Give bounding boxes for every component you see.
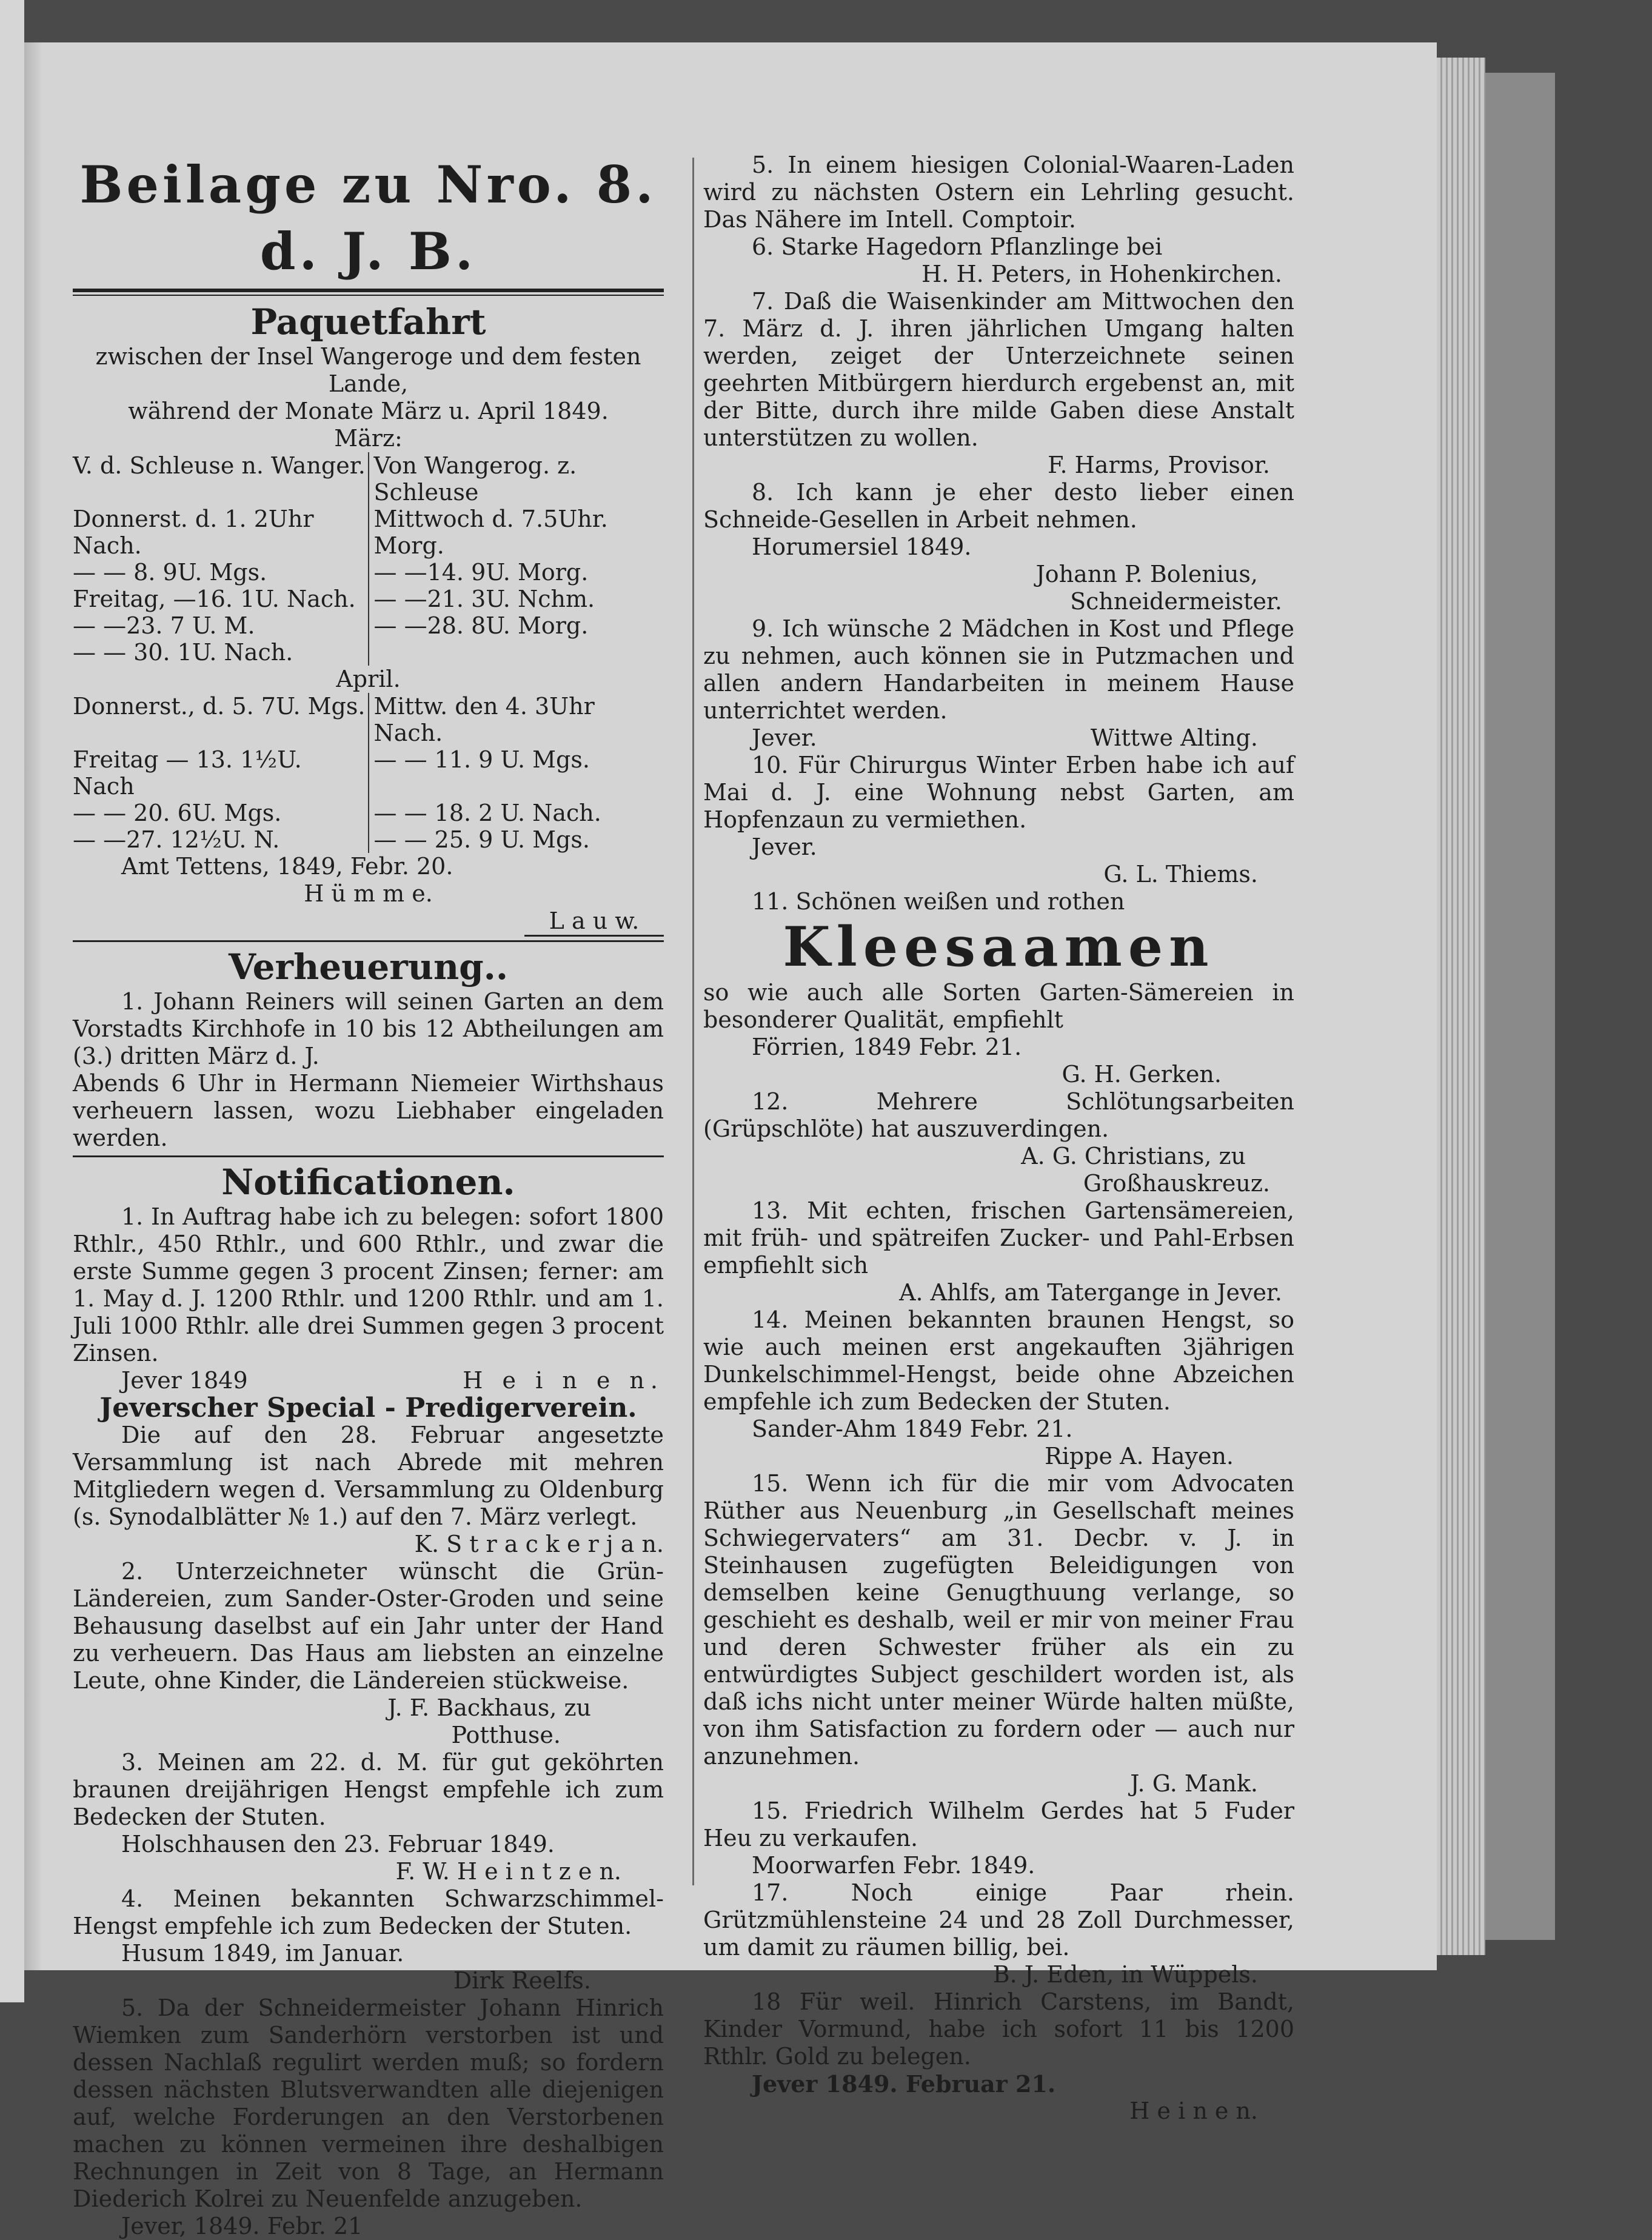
notice-r14-signature: Rippe A. Hayen. (1045, 1443, 1234, 1469)
notice-5-place: Jever, 1849. Febr. 21 (121, 2213, 363, 2239)
schedule-cell: — — 20. 6U. Mgs. (73, 800, 369, 826)
schedule-cell: — —27. 12½U. N. (73, 826, 369, 853)
notice-r9-signature: Wittwe Alting. (1090, 724, 1258, 751)
schedule-row (73, 746, 664, 800)
schedule-cell: — —28. 8U. Morg. (373, 612, 589, 639)
paquet-subtitle-1: zwischen der Insel Wangeroge und dem festen Lande, (95, 343, 641, 397)
notice-r12: 12. Mehrere Schlötungsarbeiten (Grüpschlöte) hat auszuverdingen. (703, 1088, 1294, 1142)
month-march: März: (334, 425, 403, 452)
notice-r6-signature: H. H. Peters, in Hohenkirchen. (921, 261, 1282, 287)
schedule-cell: Freitag, —16. 1U. Nach. (73, 586, 369, 612)
notice-r12-signature-2: Großhauskreuz. (1083, 1170, 1270, 1197)
notice-r17-signature: B. J. Eden, in Wüppels. (992, 1961, 1258, 1988)
schedule-cell: Donnerst. d. 1. 2Uhr Nach. (73, 506, 369, 559)
notice-r6: 6. Starke Hagedorn Pflanzlinge bei (752, 233, 1163, 260)
notice-4-signature: Dirk Reelfs. (453, 1967, 591, 1994)
notice-r10-place: Jever. (752, 834, 817, 860)
notice-4-place: Husum 1849, im Januar. (121, 1940, 404, 1967)
notice-r8-place: Horumersiel 1849. (752, 533, 972, 560)
schedule-cell: — — 8. 9U. Mgs. (73, 559, 369, 586)
schedule-row (73, 693, 664, 746)
notice-2-signature-1: J. F. Backhaus, zu (387, 1694, 591, 1721)
notice-r14-place: Sander-Ahm 1849 Febr. 21. (752, 1416, 1073, 1442)
schedule-cell: Donnerst., d. 5. 7U. Mgs. (73, 693, 369, 746)
notice-1-place-text: Jever 1849 (121, 1367, 248, 1394)
schedule-row (73, 826, 664, 853)
schedule-row (73, 506, 664, 559)
notice-r13-signature: A. Ahlfs, am Tatergange in Jever. (899, 1279, 1282, 1306)
schedule-cell: Mittwoch d. 7.5Uhr. Morg. (373, 506, 608, 559)
signature-huemme: H ü m m e. (304, 880, 433, 907)
notice-4: 4. Meinen bekannten Schwarzschimmel-Hengst empfehle ich zum Bedecken der Stuten. (73, 1885, 664, 1939)
notice-1-place (73, 1367, 664, 1394)
notice-r11-place: Förrien, 1849 Febr. 21. (752, 1034, 1022, 1060)
schedule-cell: — —23. 7 U. M. (73, 612, 369, 639)
notice-r11: so wie auch alle Sorten Garten-Sämereien in besonderer Qualität, empfiehlt (703, 979, 1294, 1033)
kleesaamen-heading: Kleesaamen (783, 915, 1215, 979)
notice-r18-signature: H e i n e n. (1129, 2098, 1258, 2124)
notice-r12-signature-1: A. G. Christians, zu (1021, 1143, 1246, 1169)
notice-r13: 13. Mit echten, frischen Gartensämereien, mit früh- und spätreifen Zucker- und Pahl-Erbsen empfiehlt sich (703, 1197, 1294, 1279)
schedule-header-right: Von Wangerog. z. Schleuse (373, 452, 577, 506)
notice-r11-signature: G. H. Gerken. (1062, 1061, 1222, 1088)
schedule-header (73, 452, 664, 506)
page-stack-edges (1437, 58, 1485, 1955)
schedule-row (73, 586, 664, 612)
schedule-cell: Mittw. den 4. 3Uhr Nach. (373, 693, 595, 746)
notice-r14: 14. Meinen bekannten braunen Hengst, so wie auch meinen erst angekauften 3jährigen Dunkelschimmel-Hengst, beide ohne Abzeichen empfehle ich zum Bedecken der Stuten. (703, 1306, 1294, 1415)
notice-r8-signature-1: Johann P. Bolenius, (1035, 561, 1258, 587)
notice-r15: 15. Wenn ich für die mir vom Advocaten Rüther aus Neuenburg „in Gesellschaft meines Schwiegervaters“ am 31. Decbr. v. J. in Steinhausen zugefügten Beleidigungen von demselben keine Genugthuung verlange, so geschieht es deshalb, weil er mir von meiner Frau und deren Schwester früher als ein zu entwürdigtes Subject geschildert worden ist, als daß ichs nicht unter meiner Würde halten müßte, von ihm Satisfaction zu fordern oder — auch nur anzunehmen. (703, 1470, 1294, 1770)
verein-heading: Jeverscher Special - Predigerverein. (99, 1392, 637, 1423)
schedule-cell: — —14. 9U. Morg. (373, 559, 589, 586)
schedule-march (73, 452, 664, 666)
paquet-heading: Paquetfahrt (250, 301, 486, 343)
schedule-row (73, 639, 664, 666)
spine-shadow (24, 42, 42, 1970)
schedule-cell: — — 11. 9 U. Mgs. (373, 746, 590, 773)
schedule-cell: — —21. 3U. Nchm. (373, 586, 595, 612)
notice-r5: 5. In einem hiesigen Colonial-Waaren-Laden wird zu nächsten Ostern ein Lehrling gesucht. Das Nähere im Intell. Comptoir. (703, 152, 1294, 233)
amt-line: Amt Tettens, 1849, Febr. 20. (121, 853, 453, 880)
notice-r16-place: Moorwarfen Febr. 1849. (752, 1852, 1035, 1879)
section-rule (73, 1155, 664, 1157)
month-april: April. (336, 666, 401, 692)
notice-r17: 17. Noch einige Paar rhein. Grützmühlensteine 24 und 28 Zoll Durchmesser, um damit zu räumen billig, bei. (703, 1879, 1294, 1961)
schedule-row (73, 800, 664, 826)
notice-r15-signature: J. G. Mank. (1130, 1770, 1258, 1797)
schedule-row (73, 559, 664, 586)
signature-lauw: L a u w. (524, 908, 664, 937)
paquet-subtitle-2: während der Monate März u. April 1849. (128, 398, 609, 424)
notificationen-heading: Notificationen. (221, 1162, 515, 1203)
notice-r10-signature: G. L. Thiems. (1103, 861, 1258, 888)
notice-1: 1. In Auftrag habe ich zu belegen: sofort 1800 Rthlr., 450 Rthlr., und 600 Rthlr., und zwar die erste Summe gegen 3 procent Zinsen; ferner: am 1. May d. J. 1200 Rthlr. und 1200 Rthlr. und am 1. Juli 1000 Rthlr. alle drei Summen gegen 3 procent Zinsen. (73, 1203, 664, 1366)
book-cover (1485, 73, 1555, 1940)
verheuerung-heading: Verheuerung.. (228, 946, 509, 988)
notice-3-place: Holschhausen den 23. Februar 1849. (121, 1831, 555, 1857)
notice-r8: 8. Ich kann je eher desto lieber einen Schneide-Gesellen in Arbeit nehmen. (703, 479, 1294, 533)
notice-5: 5. Da der Schneidermeister Johann Hinrich Wiemken zum Sanderhörn verstorben ist und dessen Nachlaß regulirt werden muß; so fordern dessen nächsten Blutsverwandten alle diejenigen auf, welche Forderungen an den Verstorbenen machen zu können vermeinen ihre deshalbigen Rechnungen in Zeit von 8 Tage, an Hermann Diederich Kolrei zu Neuenfelde anzugeben. (73, 1994, 664, 2212)
notice-r16: 15. Friedrich Wilhelm Gerdes hat 5 Fuder Heu zu verkaufen. (703, 1797, 1294, 1851)
notice-r18: 18 Für weil. Hinrich Carstens, im Bandt, Kinder Vormund, habe ich sofort 11 bis 1200 Rthlr. Gold zu belegen. (703, 1988, 1294, 2070)
schedule-cell: — — 25. 9 U. Mgs. (373, 826, 590, 853)
adjacent-page-edge (0, 0, 24, 2002)
masthead: Beilage zu Nro. 8. d. J. B. (79, 155, 657, 281)
notice-3-signature: F. W. H e i n t z e n. (395, 1858, 621, 1885)
notice-r10: 10. Für Chirurgus Winter Erben habe ich auf Mai d. J. eine Wohnung nebst Garten, am Hopfenzaun zu vermiethen. (703, 752, 1294, 833)
notice-r9-place (703, 724, 1294, 752)
schedule-cell: — — 30. 1U. Nach. (73, 639, 369, 666)
verheuerung-text-1: 1. Johann Reiners will seinen Garten an dem Vorstadts Kirchhofe in 10 bis 12 Abtheilungen am (3.) dritten März d. J. (73, 988, 664, 1069)
notice-2-signature-2: Potthuse. (451, 1722, 561, 1748)
schedule-april (73, 693, 664, 853)
notice-r18-place: Jever 1849. Februar 21. (752, 2070, 1056, 2098)
notice-r8-signature-2: Schneidermeister. (1070, 588, 1282, 615)
masthead-rule (73, 289, 664, 296)
notice-r7: 7. Daß die Waisenkinder am Mittwochen den 7. März d. J. ihren jährlichen Umgang halten werden, zeiget der Unterzeichnete seinen geehrten Mitbürgern hierdurch ergebenst an, mit der Bitte, durch ihre milde Gaben diese Anstalt unterstützen zu wollen. (703, 288, 1294, 451)
verein-text: Die auf den 28. Februar angesetzte Versammlung ist nach Abrede mit mehren Mitgliedern wegen d. Versammlung zu Oldenburg (s. Synodalblätter № 1.) auf den 7. März verlegt. (73, 1422, 664, 1530)
notice-r9-place-text: Jever. (752, 724, 817, 751)
verheuerung-text-2: Abends 6 Uhr in Hermann Niemeier Wirthshaus verheuern lassen, wozu Liebhaber eingeladen werden. (73, 1070, 664, 1151)
notice-r11-intro: 11. Schönen weißen und rothen (752, 888, 1125, 915)
notice-r7-signature: F. Harms, Provisor. (1048, 452, 1270, 478)
left-column (73, 152, 664, 2240)
column-divider (692, 158, 694, 1885)
notice-3: 3. Meinen am 22. d. M. für gut geköhrten braunen dreijährigen Hengst empfehle ich zum Bedecken der Stuten. (73, 1749, 664, 1830)
notice-1-signature: H e i n e n. (463, 1367, 664, 1394)
schedule-cell: Freitag — 13. 1½U. Nach (73, 746, 369, 800)
schedule-cell (369, 639, 664, 666)
notice-r9: 9. Ich wünsche 2 Mädchen in Kost und Pflege zu nehmen, auch können sie in Putzmachen und allen andern Handarbeiten in meinem Hause unterrichtet werden. (703, 615, 1294, 724)
schedule-header-left: V. d. Schleuse n. Wanger. (73, 452, 369, 506)
schedule-row (73, 612, 664, 639)
notice-2: 2. Unterzeichneter wünscht die Grün-Ländereien, zum Sander-Oster-Groden und seine Behausung daselbst auf ein Jahr unter der Hand zu verheuern. Das Haus am liebsten an einzelne Leute, ohne Kinder, die Ländereien stückweise. (73, 1558, 664, 1694)
verein-signature: K. S t r a c k e r j a n. (414, 1531, 664, 1557)
right-column (703, 152, 1294, 2125)
schedule-cell: — — 18. 2 U. Nach. (373, 800, 601, 826)
section-rule (73, 940, 664, 942)
